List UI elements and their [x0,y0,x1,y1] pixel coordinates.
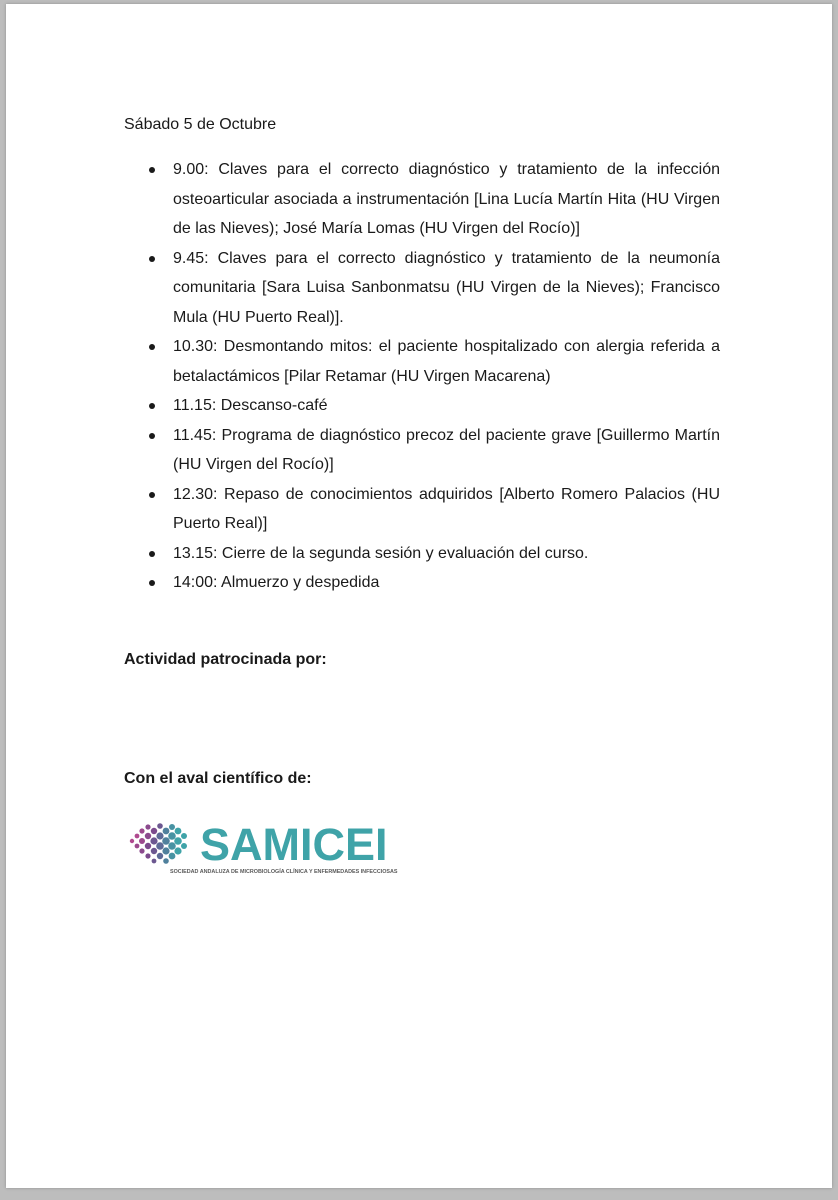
bullet-icon [149,551,155,557]
schedule-item-text: 11.15: Descanso-café [173,397,328,414]
bullet-icon [149,492,155,498]
list-item [124,155,720,244]
schedule-item-text: 13.15: Cierre de la segunda sesión y evaluación del curso. [173,544,589,562]
bullet-icon [149,167,155,173]
molecule-dots-icon [126,819,206,869]
bullet-icon [149,580,155,586]
bullet-icon [149,433,155,439]
schedule-item-text: 10.30: Desmontando mitos: el paciente hospitalizado con alergia referida a betalactámicos [Pilar Retamar (HU Virgen Macarena) [173,338,720,385]
logo-wordmark: SAMICEI [200,819,388,870]
list-item [124,244,720,333]
day-heading: Sábado 5 de Octubre [124,116,277,133]
schedule-item-text: 11.45: Programa de diagnóstico precoz del paciente grave [Guillermo Martín (HU Virgen del Rocío)] [173,426,720,473]
list-item [124,391,720,421]
schedule-item-text: 9.00: Claves para el correcto diagnóstico y tratamiento de la infección osteoarticular asociada a instrumentación [Lina Lucía Martín Hita (HU Virgen de las Nieves); José María Lomas (HU Virgen del Rocío)] [173,161,720,237]
logo-subtitle: SOCIEDAD ANDALUZA DE MICROBIOLOGÍA CLÍNICA Y ENFERMEDADES INFECCIOSAS [170,869,398,875]
schedule-item-text: 14:00: Almuerzo y despedida [173,574,380,591]
list-item [124,539,720,569]
document-page [6,4,832,1188]
samicei-logo [126,819,401,881]
schedule-item-text: 9.45: Claves para el correcto diagnóstico y tratamiento de la neumonía comunitaria [Sara Luisa Sanbonmatsu (HU Virgen de la Nieves); Francisco Mula (HU Puerto Real)]. [173,249,720,326]
list-item [124,568,720,598]
schedule-item-text: 12.30: Repaso de conocimientos adquiridos [Alberto Romero Palacios (HU Puerto Real)] [173,485,720,532]
bullet-icon [149,344,155,350]
bullet-icon [149,256,155,262]
list-item [124,480,720,539]
schedule-list [124,155,720,598]
sponsored-heading: Actividad patrocinada por: [124,651,327,668]
bullet-icon [149,403,155,409]
list-item [124,332,720,391]
endorsed-heading: Con el aval científico de: [124,770,312,787]
list-item [124,421,720,480]
